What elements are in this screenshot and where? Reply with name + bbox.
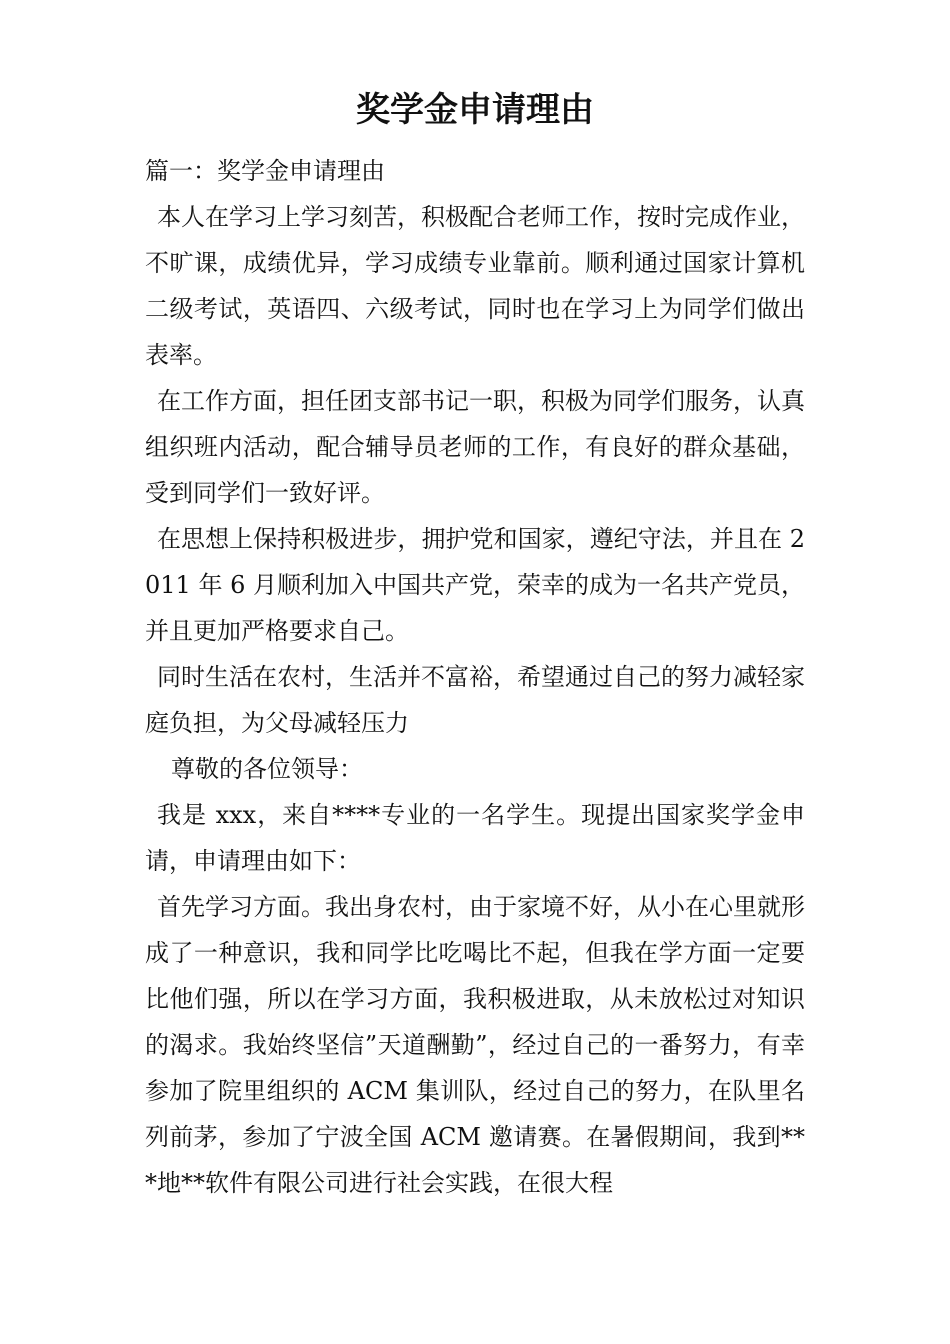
paragraph-work: 在工作方面，担任团支部书记一职，积极为同学们服务，认真组织班内活动，配合辅导员老师的工作，有良好的群众基础，受到同学们一致好评。	[145, 387, 805, 507]
paragraph-study: 本人在学习上学习刻苦，积极配合老师工作，按时完成作业，不旷课，成绩优异，学习成绩专业靠前。顺利通过国家计算机二级考试，英语四、六级考试，同时也在学习上为同学们做出表率。	[145, 203, 805, 369]
paragraph-family: 同时生活在农村，生活并不富裕，希望通过自己的努力减轻家庭负担，为父母减轻压力	[145, 663, 805, 737]
document-title: 奖学金申请理由	[356, 90, 594, 130]
paragraph-ideology: 在思想上保持积极进步，拥护党和国家，遵纪守法，并且在 2011 年 6 月顺利加入中国共产党，荣幸的成为一名共产党员，并且更加严格要求自己。	[145, 525, 805, 645]
section-heading: 篇一：奖学金申请理由	[145, 157, 385, 185]
paragraph-academic: 首先学习方面。我出身农村，由于家境不好，从小在心里就形成了一种意识，我和同学比吃喝比不起，但我在学方面一定要比他们强，所以在学习方面，我积极进取，从未放松过对知识的渴求。我始终坚信”天道酬勤”，经过自己的一番努力，有幸参加了院里组织的 ACM 集训队，经过自己的努力，在队里名列前茅，参加了宁波全国 ACM 邀请赛。在暑假期间，我到***地**软件有限公司进行社会实践，在很大程	[145, 893, 805, 1197]
salutation: 尊敬的各位领导：	[171, 755, 363, 783]
document-body	[145, 148, 805, 1206]
paragraph-introduction: 我是 xxx，来自****专业的一名学生。现提出国家奖学金申请，申请理由如下：	[145, 801, 805, 875]
